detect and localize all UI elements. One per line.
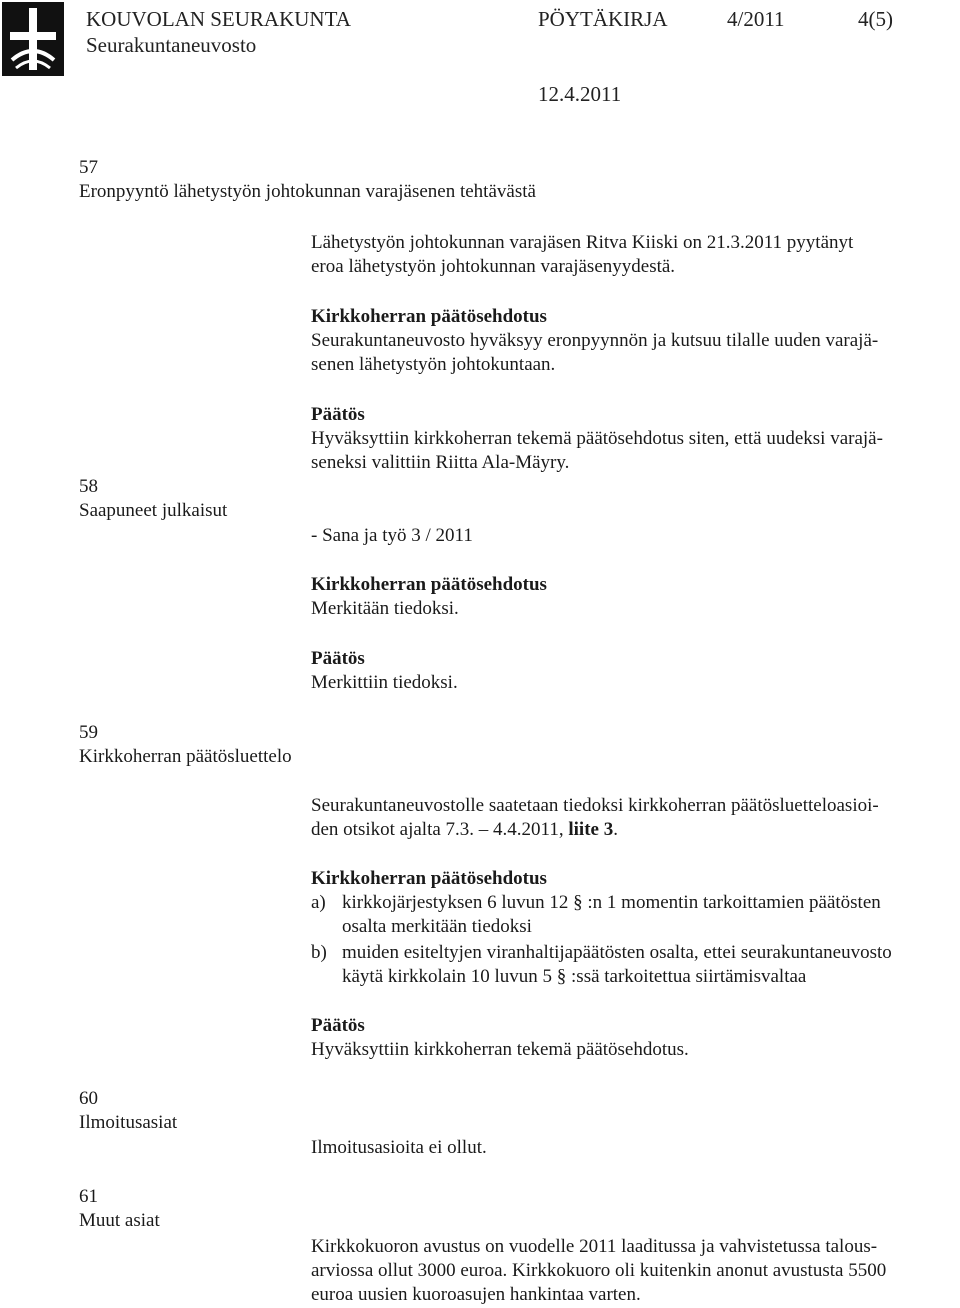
organization-name: KOUVOLAN SEURAKUNTA <box>86 7 351 31</box>
section-58-proposal: Merkitään tiedoksi. <box>311 598 459 619</box>
meeting-body: Seurakuntaneuvosto <box>86 33 257 57</box>
section-59-decision-heading: Päätös <box>311 1015 365 1036</box>
list-item-a-line2: osalta merkitään tiedoksi <box>342 916 532 937</box>
section-59-intro-line1: Seurakuntaneuvostolle saatetaan tiedoksi kirkkoherran päätösluetteloasioi- <box>311 795 879 816</box>
document-type: PÖYTÄKIRJA <box>538 7 668 31</box>
meeting-date: 12.4.2011 <box>538 82 622 106</box>
list-item-a-line1: kirkkojärjestyksen 6 luvun 12 § :n 1 momentin tarkoittamien päätösten <box>342 892 881 913</box>
section-57-proposal-heading: Kirkkoherran päätösehdotus <box>311 306 547 327</box>
section-57-proposal-line1: Seurakuntaneuvosto hyväksyy eronpyynnön ja kutsuu tilalle uuden varajä- <box>311 330 879 351</box>
section-57-intro-line2: eroa lähetystyön johtokunnan varajäsenyydestä. <box>311 256 676 277</box>
section-57-decision-line2: seneksi valittiin Riitta Ala-Mäyry. <box>311 452 570 473</box>
section-61-line3: euroa uusien kuoroasujen hankintaa varten. <box>311 1284 641 1305</box>
section-61-line2: arviossa ollut 3000 euroa. Kirkkokuoro oli kuitenkin anonut avustusta 5500 <box>311 1260 887 1281</box>
list-item-b-line2: käytä kirkkolain 10 luvun 5 § :ssä tarkoitettua siirtämisvaltaa <box>342 966 807 987</box>
attachment-reference: liite 3 <box>568 819 614 840</box>
section-57-number: 57 <box>79 157 98 178</box>
section-58-title: Saapuneet julkaisut <box>79 500 228 521</box>
list-item-b-line1: muiden esiteltyjen viranhaltijapäätösten osalta, ettei seurakuntaneuvosto <box>342 942 892 963</box>
section-59-number: 59 <box>79 722 98 743</box>
section-58-decision: Merkittiin tiedoksi. <box>311 672 458 693</box>
section-59-title: Kirkkoherran päätösluettelo <box>79 746 292 767</box>
section-59-decision: Hyväksyttiin kirkkoherran tekemä päätösehdotus. <box>311 1039 689 1060</box>
section-57-proposal-line2: senen lähetystyön johtokuntaan. <box>311 354 556 375</box>
section-57-decision-heading: Päätös <box>311 404 365 425</box>
section-60-number: 60 <box>79 1088 98 1109</box>
section-58-number: 58 <box>79 476 98 497</box>
section-58-item: - Sana ja työ 3 / 2011 <box>311 525 473 546</box>
section-59-intro-line2: den otsikot ajalta 7.3. – 4.4.2011, liite 3. <box>311 819 618 840</box>
section-60-title: Ilmoitusasiat <box>79 1112 178 1133</box>
list-item-a-label: a) <box>311 892 326 913</box>
section-59-proposal-heading: Kirkkoherran päätösehdotus <box>311 868 547 889</box>
section-57-decision-line1: Hyväksyttiin kirkkoherran tekemä päätösehdotus siten, että uudeksi varajä- <box>311 428 883 449</box>
section-57-intro-line1: Lähetystyön johtokunnan varajäsen Ritva Kiiski on 21.3.2011 pyytänyt <box>311 232 854 253</box>
section-61-number: 61 <box>79 1186 98 1207</box>
section-58-decision-heading: Päätös <box>311 648 365 669</box>
list-item-b-label: b) <box>311 942 327 963</box>
section-60-body: Ilmoitusasioita ei ollut. <box>311 1137 487 1158</box>
parish-cross-logo <box>2 2 64 76</box>
section-58-proposal-heading: Kirkkoherran päätösehdotus <box>311 574 547 595</box>
page-number: 4(5) <box>858 7 893 31</box>
section-61-line1: Kirkkokuoron avustus on vuodelle 2011 laaditussa ja vahvistetussa talous- <box>311 1236 878 1257</box>
section-61-title: Muut asiat <box>79 1210 160 1231</box>
document-number: 4/2011 <box>727 7 785 31</box>
section-57-title: Eronpyyntö lähetystyön johtokunnan varajäsenen tehtävästä <box>79 181 536 202</box>
